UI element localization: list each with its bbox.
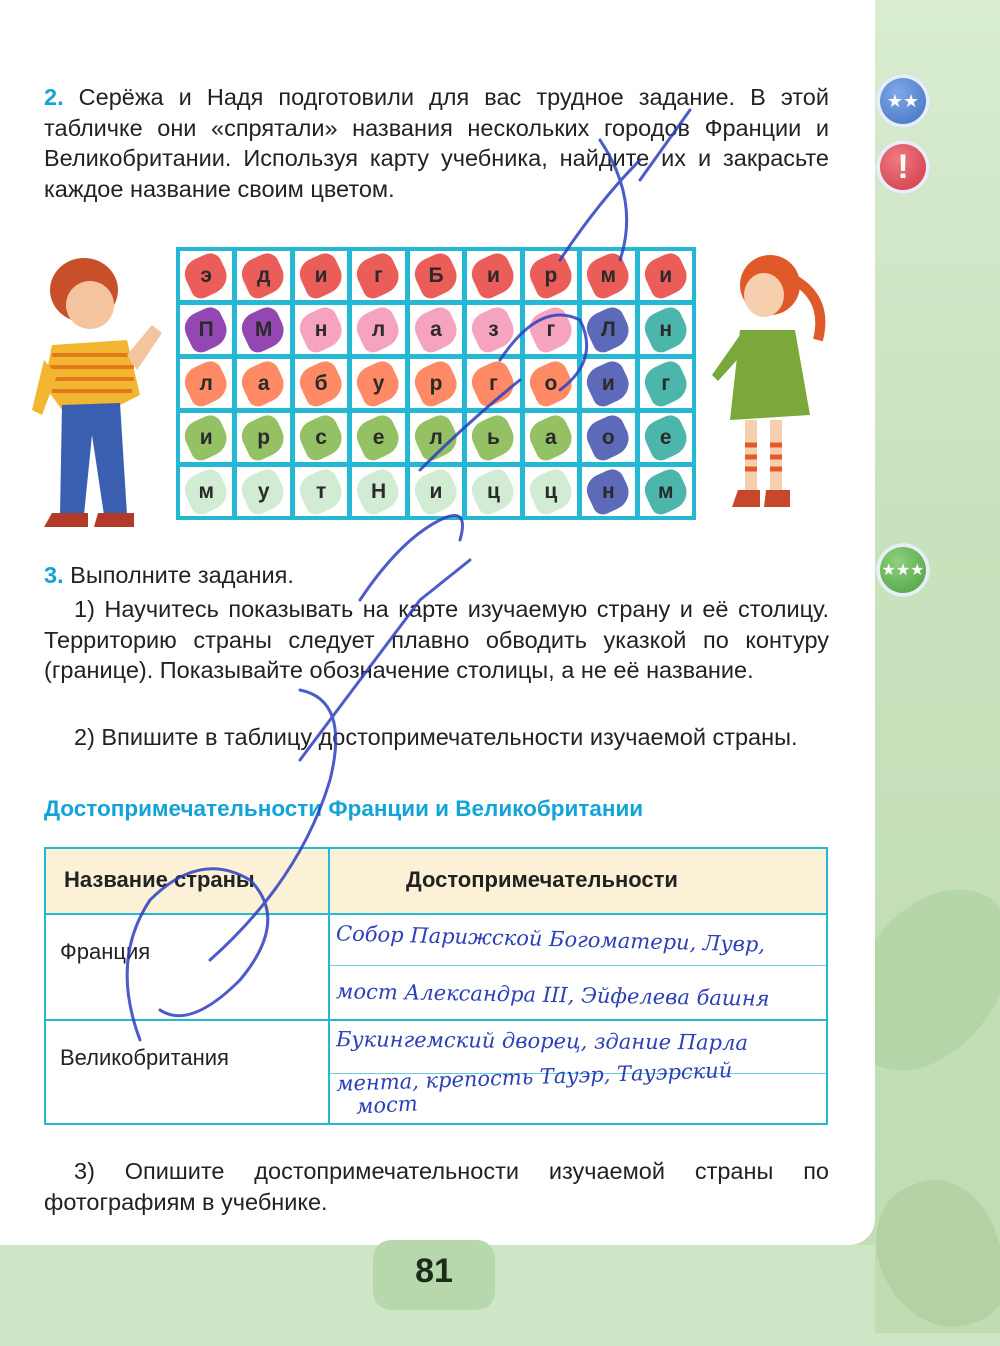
grid-cell	[640, 305, 692, 354]
grid-cell	[237, 251, 289, 300]
grid-cell	[352, 413, 404, 462]
grid-letter: л	[199, 371, 213, 395]
grid-letter: у	[257, 479, 270, 503]
grid-letter: и	[486, 263, 500, 287]
grid-cell	[467, 305, 519, 354]
grid-cell	[410, 467, 462, 516]
grid-cell	[237, 413, 289, 462]
grid-cell	[295, 305, 347, 354]
grid-cell	[180, 251, 232, 300]
grid-cell	[640, 413, 692, 462]
grid-cell	[237, 467, 289, 516]
grid-letter: и	[429, 479, 443, 503]
grid-cell	[295, 359, 347, 408]
grid-letter: с	[315, 425, 327, 449]
girl-illustration	[700, 245, 830, 530]
grid-letter: и	[314, 263, 328, 287]
grid-cell	[582, 251, 634, 300]
grid-letter: М	[254, 317, 273, 341]
grid-cell	[525, 467, 577, 516]
difficulty-stars-icon: ★★	[876, 74, 930, 128]
grid-letter: р	[544, 263, 558, 287]
grid-letter: и	[601, 371, 615, 395]
grid-cell	[525, 251, 577, 300]
grid-cell	[582, 305, 634, 354]
task3-item3: 3) Опишите достопримечательности изучаемой страны по фотографиям в учебнике.	[44, 1158, 829, 1215]
grid-cell	[295, 467, 347, 516]
grid-cell	[180, 467, 232, 516]
grid-letter: г	[489, 371, 498, 395]
writing-line	[330, 965, 826, 966]
column-header-country: Название страны	[64, 867, 255, 892]
grid-letter: П	[198, 317, 214, 341]
grid-cell	[180, 359, 232, 408]
grid-cell	[525, 305, 577, 354]
grid-letter: з	[488, 317, 499, 341]
grid-letter: б	[314, 371, 328, 395]
task3-intro-text: Выполните задания.	[70, 562, 294, 588]
grid-cell	[295, 251, 347, 300]
grid-letter: м	[657, 479, 674, 503]
grid-cell	[640, 251, 692, 300]
grid-cell	[295, 413, 347, 462]
grid-letter: ц	[544, 479, 558, 503]
column-divider	[328, 849, 330, 1123]
grid-cell	[525, 359, 577, 408]
letter-grid	[176, 247, 696, 520]
row-divider	[46, 1019, 826, 1021]
green-stars-icon: ★★★	[876, 543, 930, 597]
grid-letter: н	[659, 317, 673, 341]
grid-cell	[352, 467, 404, 516]
grid-letter: ь	[486, 425, 500, 449]
grid-letter: Н	[370, 479, 387, 503]
task3-number: 3.	[44, 562, 64, 588]
handwritten-france-line1: Собор Парижской Богоматери, Лувр,	[335, 921, 766, 957]
grid-letter: м	[198, 479, 214, 503]
task3-item1: 1) Научитесь показывать на карте изучаемую страну и её столицу. Территорию страны следует плавно обводить указкой по контуру (границе). Показывайте обозначение столицы, а не её название.	[44, 596, 829, 683]
grid-cell	[410, 305, 462, 354]
grid-cell	[352, 251, 404, 300]
grid-letter: о	[601, 425, 615, 449]
country-uk: Великобритания	[60, 1045, 229, 1070]
page-number: 81	[415, 1252, 453, 1290]
grid-cell	[410, 251, 462, 300]
grid-letter: а	[430, 317, 442, 341]
handwritten-france-line2: мост Александра III, Эйфелева башня	[335, 979, 770, 1011]
grid-letter: а	[257, 371, 270, 395]
column-header-sights: Достопримечательности	[406, 867, 678, 892]
grid-cell	[467, 359, 519, 408]
grid-letter: э	[200, 263, 213, 287]
grid-letter: л	[429, 425, 443, 449]
grid-cell	[582, 467, 634, 516]
grid-letter: т	[315, 479, 327, 503]
handwritten-uk-line3: мост	[355, 1091, 419, 1119]
grid-letter: и	[659, 263, 673, 287]
boy-illustration	[22, 245, 172, 530]
grid-letter: н	[314, 317, 328, 341]
attention-icon: !	[876, 140, 930, 194]
task3-item2: 2) Впишите в таблицу достопримечательности изучаемой страны.	[74, 724, 798, 750]
grid-letter: и	[199, 425, 213, 449]
grid-letter: д	[256, 263, 271, 287]
grid-cell	[180, 305, 232, 354]
grid-cell	[467, 413, 519, 462]
country-france: Франция	[60, 939, 151, 964]
grid-letter: е	[372, 425, 385, 449]
grid-cell	[582, 413, 634, 462]
grid-cell	[467, 251, 519, 300]
handwritten-uk-line1: Букингемский дворец, здание Парла	[335, 1027, 749, 1055]
grid-cell	[237, 305, 289, 354]
grid-letter: р	[257, 425, 271, 449]
grid-letter: о	[544, 371, 558, 395]
grid-letter: н	[601, 479, 615, 503]
grid-cell	[525, 413, 577, 462]
grid-cell	[352, 305, 404, 354]
task2-body: Серёжа и Надя подготовили для вас трудное задание. В этой табличке они «спрятали» названия нескольких городов Франции и Великобритании. Используя карту учебника, найдите их и закрасьте каждое название своим цветом.	[44, 84, 829, 202]
grid-letter: г	[661, 371, 671, 395]
grid-letter: г	[374, 263, 383, 287]
grid-letter: Л	[600, 317, 616, 341]
grid-letter: а	[545, 425, 557, 449]
grid-cell	[582, 359, 634, 408]
grid-cell	[410, 359, 462, 408]
grid-letter: е	[659, 425, 672, 449]
grid-letter: м	[600, 263, 617, 287]
grid-letter: р	[429, 371, 443, 395]
grid-cell	[640, 359, 692, 408]
grid-cell	[180, 413, 232, 462]
task2-number: 2.	[44, 84, 64, 110]
sights-table	[44, 847, 828, 1125]
grid-letter: у	[372, 371, 385, 395]
table-title: Достопримечательности Франции и Великобритании	[44, 796, 644, 821]
grid-letter: ц	[486, 479, 500, 503]
grid-letter: г	[546, 317, 556, 341]
grid-letter: л	[371, 317, 386, 341]
grid-letter: Б	[428, 263, 444, 287]
task3-intro	[44, 560, 829, 591]
grid-cell	[410, 413, 462, 462]
grid-cell	[352, 359, 404, 408]
grid-cell	[237, 359, 289, 408]
task2-text	[44, 82, 829, 204]
grid-cell	[467, 467, 519, 516]
handwritten-uk-line2: мента, крепость Тауэр, Тауэрский	[335, 1058, 733, 1096]
grid-cell	[640, 467, 692, 516]
